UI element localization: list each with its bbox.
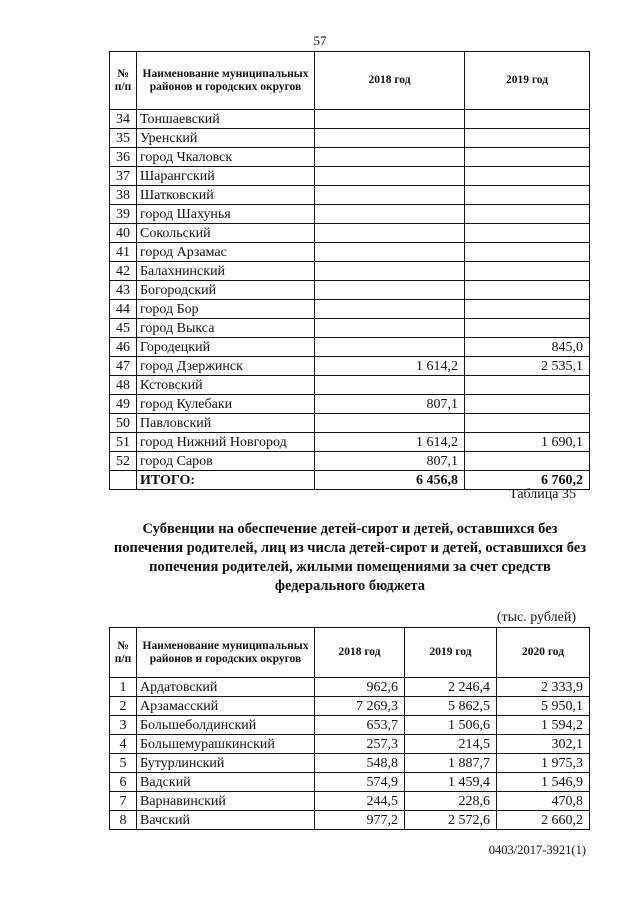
row-number: 39 [110, 205, 137, 224]
value-2018 [315, 129, 465, 148]
value-2018 [315, 148, 465, 167]
row-number: 47 [110, 357, 137, 376]
header-2020: 2020 год [497, 628, 590, 678]
table-row [110, 300, 590, 319]
value-2018: 548,8 [315, 754, 405, 773]
district-name: город Кулебаки [137, 395, 315, 414]
district-name: Большемурашкинский [137, 735, 315, 754]
value-2018 [315, 186, 465, 205]
district-name: город Саров [137, 452, 315, 471]
value-2019 [465, 395, 590, 414]
value-2018: 962,6 [315, 678, 405, 697]
value-2020: 2 333,9 [497, 678, 590, 697]
value-2018: 1 614,2 [315, 433, 465, 452]
district-name: город Арзамас [137, 243, 315, 262]
district-name: Тоншаевский [137, 110, 315, 129]
orphan-housing-subsidy-table [109, 627, 590, 830]
header-2018: 2018 год [315, 52, 465, 110]
row-number: 44 [110, 300, 137, 319]
table-row [110, 452, 590, 471]
value-2019: 1 459,4 [405, 773, 497, 792]
value-2018 [315, 262, 465, 281]
table-row [110, 735, 590, 754]
table-row [110, 319, 590, 338]
value-2019: 2 246,4 [405, 678, 497, 697]
table-row [110, 754, 590, 773]
header-number: № п/п [110, 52, 137, 110]
district-name: Богородский [137, 281, 315, 300]
value-2018: 257,3 [315, 735, 405, 754]
value-2018 [315, 167, 465, 186]
district-name: Шатковский [137, 186, 315, 205]
value-2019: 214,5 [405, 735, 497, 754]
district-name: Арзамасский [137, 697, 315, 716]
value-2018 [315, 319, 465, 338]
row-number: 36 [110, 148, 137, 167]
value-2020: 1 546,9 [497, 773, 590, 792]
row-number: 1 [110, 678, 137, 697]
units-label: (тыс. рублей) [496, 610, 576, 625]
value-2018 [315, 414, 465, 433]
row-number: 42 [110, 262, 137, 281]
value-2018 [315, 205, 465, 224]
value-2019 [465, 205, 590, 224]
table-row [110, 678, 590, 697]
value-2018: 807,1 [315, 452, 465, 471]
table-row [110, 773, 590, 792]
row-number: 2 [110, 697, 137, 716]
table-row [110, 243, 590, 262]
table-row [110, 433, 590, 452]
value-2020: 2 660,2 [497, 811, 590, 830]
value-2018 [315, 338, 465, 357]
section-title: Субвенции на обеспечение детей-сирот и детей, оставшихся без попечения родителей, лиц из числа детей-сирот и детей, оставшихся без попечения родителей, жилыми помещениями за счет средств федерального бюджета [113, 521, 587, 594]
district-name: Городецкий [137, 338, 315, 357]
district-name: Вадский [137, 773, 315, 792]
table-row [110, 148, 590, 167]
table-row [110, 205, 590, 224]
total-2019: 6 760,2 [465, 471, 590, 490]
row-number: 4 [110, 735, 137, 754]
row-number: 52 [110, 452, 137, 471]
table-row [110, 811, 590, 830]
value-2019 [465, 300, 590, 319]
table-row [110, 262, 590, 281]
district-name: город Шахунья [137, 205, 315, 224]
value-2019 [465, 262, 590, 281]
district-name: Кстовский [137, 376, 315, 395]
table-row [110, 224, 590, 243]
table2-body [110, 678, 590, 830]
district-name: город Бор [137, 300, 315, 319]
value-2019 [465, 452, 590, 471]
row-number: 34 [110, 110, 137, 129]
value-2019 [465, 224, 590, 243]
value-2020: 302,1 [497, 735, 590, 754]
value-2018: 574,9 [315, 773, 405, 792]
table-row [110, 376, 590, 395]
district-name: город Дзержинск [137, 357, 315, 376]
total-label: ИТОГО: [137, 471, 315, 490]
header-name: Наименование муниципальных районов и городских округов [137, 628, 315, 678]
district-name: Вачский [137, 811, 315, 830]
header-name: Наименование муниципальных районов и городских округов [137, 52, 315, 110]
total-blank-cell [110, 471, 137, 490]
value-2018: 1 614,2 [315, 357, 465, 376]
row-number: 8 [110, 811, 137, 830]
table-row [110, 167, 590, 186]
document-code: 0403/2017-3921(1) [488, 843, 586, 857]
row-number: 49 [110, 395, 137, 414]
header-2018: 2018 год [315, 628, 405, 678]
table-row [110, 792, 590, 811]
value-2019 [465, 281, 590, 300]
district-name: Варнавинский [137, 792, 315, 811]
table-caption: Таблица 35 [509, 487, 576, 502]
header-2019: 2019 год [465, 52, 590, 110]
row-number: 40 [110, 224, 137, 243]
row-number: 3 [110, 716, 137, 735]
value-2018 [315, 281, 465, 300]
table-row [110, 697, 590, 716]
value-2018 [315, 224, 465, 243]
value-2020: 1 975,3 [497, 754, 590, 773]
row-number: 5 [110, 754, 137, 773]
table-row [110, 357, 590, 376]
district-name: Шарангский [137, 167, 315, 186]
row-number: 46 [110, 338, 137, 357]
row-number: 35 [110, 129, 137, 148]
value-2020: 1 594,2 [497, 716, 590, 735]
value-2019 [465, 376, 590, 395]
value-2018 [315, 300, 465, 319]
value-2018: 7 269,3 [315, 697, 405, 716]
value-2019 [465, 167, 590, 186]
value-2019: 228,6 [405, 792, 497, 811]
total-2018: 6 456,8 [315, 471, 465, 490]
subsidy-table-continued [109, 51, 590, 490]
value-2018: 653,7 [315, 716, 405, 735]
row-number: 48 [110, 376, 137, 395]
value-2019: 845,0 [465, 338, 590, 357]
value-2018 [315, 243, 465, 262]
value-2020: 470,8 [497, 792, 590, 811]
district-name: город Чкаловск [137, 148, 315, 167]
row-number: 6 [110, 773, 137, 792]
table-row [110, 129, 590, 148]
table-row [110, 110, 590, 129]
value-2019: 2 572,6 [405, 811, 497, 830]
header-number: № п/п [110, 628, 137, 678]
value-2019 [465, 319, 590, 338]
value-2019: 1 506,6 [405, 716, 497, 735]
district-name: Бутурлинский [137, 754, 315, 773]
table-row [110, 395, 590, 414]
district-name: Большеболдинский [137, 716, 315, 735]
row-number: 37 [110, 167, 137, 186]
value-2019 [465, 110, 590, 129]
page-number: 57 [313, 33, 327, 48]
value-2019 [465, 186, 590, 205]
row-number: 7 [110, 792, 137, 811]
table-row [110, 186, 590, 205]
value-2020: 5 950,1 [497, 697, 590, 716]
value-2019 [465, 414, 590, 433]
row-number: 43 [110, 281, 137, 300]
row-number: 38 [110, 186, 137, 205]
value-2019: 5 862,5 [405, 697, 497, 716]
district-name: Павловский [137, 414, 315, 433]
row-number: 50 [110, 414, 137, 433]
value-2019 [465, 129, 590, 148]
value-2018 [315, 376, 465, 395]
row-number: 51 [110, 433, 137, 452]
value-2018 [315, 110, 465, 129]
table-row [110, 414, 590, 433]
district-name: Сокольский [137, 224, 315, 243]
header-2019: 2019 год [405, 628, 497, 678]
value-2019 [465, 148, 590, 167]
table-row [110, 716, 590, 735]
value-2019: 1 887,7 [405, 754, 497, 773]
table-row [110, 338, 590, 357]
row-number: 41 [110, 243, 137, 262]
value-2019: 2 535,1 [465, 357, 590, 376]
value-2018: 977,2 [315, 811, 405, 830]
district-name: Балахнинский [137, 262, 315, 281]
value-2019 [465, 243, 590, 262]
value-2018: 807,1 [315, 395, 465, 414]
district-name: город Нижний Новгород [137, 433, 315, 452]
district-name: Ардатовский [137, 678, 315, 697]
table1-body [110, 110, 590, 490]
value-2019: 1 690,1 [465, 433, 590, 452]
district-name: город Выкса [137, 319, 315, 338]
table-row [110, 281, 590, 300]
value-2018: 244,5 [315, 792, 405, 811]
row-number: 45 [110, 319, 137, 338]
district-name: Уренский [137, 129, 315, 148]
